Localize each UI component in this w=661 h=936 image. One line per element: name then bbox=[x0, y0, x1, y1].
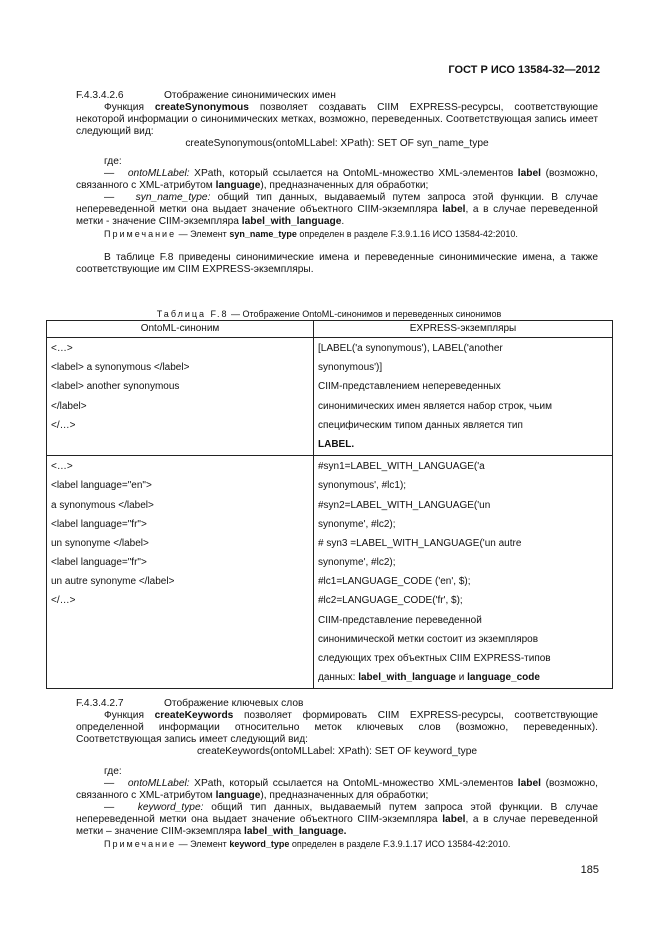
where-label: где: bbox=[104, 766, 122, 777]
table-cell: <…> <label language="en"> a synonymous </label> <label language="fr"> un synonyme </label> <label language="fr"> un autre synonyme </label> </…> bbox=[47, 456, 314, 689]
definition-item: — ontoMLLabel: XPath, который ссылается на OntoML-множество XML-элементов label (возможно, связанного с XML-атрибутом language), предназначенных для обработки; bbox=[76, 778, 598, 801]
mapping-table bbox=[46, 320, 613, 689]
table-cell: [LABEL('a synonymous'), LABEL('another synonymous')] CIIM-представлением непереведенных синонимических имен является набор строк, чьим специфическим типом данных является тип LABEL. bbox=[314, 338, 613, 456]
table-cell: <…> <label> a synonymous </label> <label> another synonymous </label> </…> bbox=[47, 338, 314, 456]
section-heading bbox=[76, 90, 598, 102]
definition-item: — syn_name_type: общий тип данных, выдаваемый путем запроса этой функции. В случае непереведенной метки она выдает значение объектного CIIM-экземпляра label, а в случае переведенной метки - значение CIIM-экземпляра label_with_language. bbox=[76, 192, 599, 227]
section-heading bbox=[76, 698, 598, 710]
where-label: где: bbox=[104, 156, 122, 167]
column-header: EXPRESS-экземпляры bbox=[314, 321, 613, 338]
section-keywords bbox=[76, 698, 598, 850]
table-row bbox=[47, 456, 613, 689]
function-signature: createSynonymous(ontoMLLabel: XPath): SET OF syn_name_type bbox=[185, 138, 489, 149]
document-header: ГОСТ Р ИСО 13584-32—2012 bbox=[448, 64, 600, 76]
section-title: Отображение синонимических имен bbox=[164, 90, 336, 101]
page-number: 185 bbox=[580, 864, 599, 876]
table-cell: #syn1=LABEL_WITH_LANGUAGE('a synonymous', #lc1); #syn2=LABEL_WITH_LANGUAGE('un synonyme', #lc2); # syn3 =LABEL_WITH_LANGUAGE('un autre synonyme', #lc2); #lc1=LANGUAGE_CODE ('en', $); #lc2=LANGUAGE_CODE('fr', $); CIIM-представление переведенной синонимической метки состоит из экземпляров следующих трех объектных CIIM EXPRESS-типов данных: label_with_language и language_code bbox=[314, 456, 613, 689]
column-header: OntoML-синоним bbox=[47, 321, 314, 338]
paragraph: Функция createKeywords позволяет формировать CIIM EXPRESS-ресурсы, соответствующие определенной информации относительно меток ключевых слов (возможно, переведенных). Соответствующая запись имеет следующий вид: bbox=[76, 710, 598, 745]
definition-item: — keyword_type: общий тип данных, выдаваемый путем запроса этой функции. В случае непереведенной метки она выдает значение объектного CIIM-экземпляра label, а в случае переведенной метки – значение CIIM-экземпляра label_with_language. bbox=[76, 802, 599, 837]
section-synonymous bbox=[76, 90, 598, 276]
paragraph: В таблице F.8 приведены синонимические имена и переведенные синонимические имена, а также соответствующие им CIIM EXPRESS-экземпляры. bbox=[76, 252, 598, 275]
note: Примечание — Элемент keyword_type определен в разделе F.3.9.1.17 ИСО 13584-42:2010. bbox=[104, 839, 511, 849]
section-title: Отображение ключевых слов bbox=[164, 698, 304, 709]
function-signature: createKeywords(ontoMLLabel: XPath): SET OF keyword_type bbox=[196, 746, 478, 757]
function-name: createSynonymous bbox=[154, 102, 249, 113]
function-name: createKeywords bbox=[154, 710, 234, 721]
section-number: F.4.3.4.2.6 bbox=[76, 90, 124, 101]
table-caption: Таблица F.8 — Отображение OntoML-синонимов и переведенных синонимов bbox=[156, 309, 502, 319]
table-header-row bbox=[47, 321, 613, 338]
table-row bbox=[47, 338, 613, 456]
paragraph: Функция createSynonymous позволяет создавать CIIM EXPRESS-ресурсы, соответствующие некоторой информации о синонимических метках, возможно, переведенных. Соответствующая запись имеет следующий вид: bbox=[76, 102, 598, 137]
note: Примечание — Элемент syn_name_type определен в разделе F.3.9.1.16 ИСО 13584-42:2010. bbox=[104, 229, 518, 239]
section-number: F.4.3.4.2.7 bbox=[76, 698, 124, 709]
definition-item: — ontoMLLabel: XPath, который ссылается на OntoML-множество XML-элементов label (возможно, связанного с XML-атрибутом language), предназначенных для обработки; bbox=[76, 168, 598, 191]
